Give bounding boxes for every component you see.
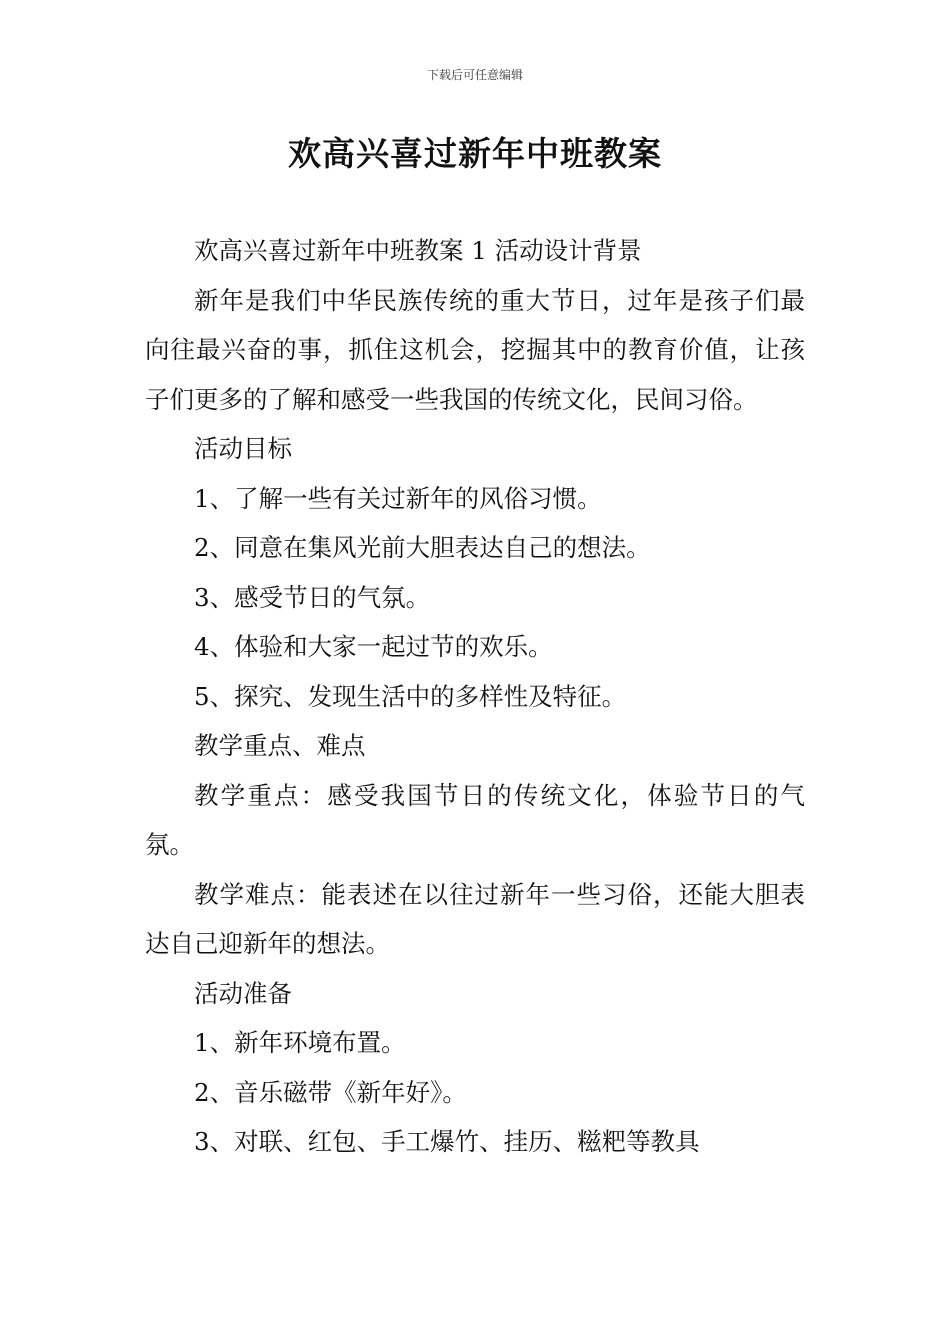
goal-item: 2、同意在集风光前大胆表达自己的想法。 (194, 533, 651, 562)
section-heading-preparation: 活动准备 (194, 978, 292, 1008)
preparation-item: 2、音乐磁带《新年好》。 (194, 1077, 467, 1107)
paragraph-heading: 欢高兴喜过新年中班教案 1 活动设计背景 (194, 236, 642, 265)
goal-item: 3、感受节日的气氛。 (194, 582, 431, 612)
paragraph-background: 新年是我们中华民族传统的重大节日，过年是孩子们最向往最兴奋的事，抓住这机会，挖掘其中的教育价值，让孩子们更多的了解和感受一些我国的传统文化，民间习俗。 (145, 285, 805, 414)
section-heading-key-points: 教学重点、难点 (194, 731, 366, 760)
key-point-paragraph: 教学重点：感受我国节日的传统文化，体验节日的气氛。 (145, 780, 805, 859)
preparation-item: 3、对联、红包、手工爆竹、挂历、糍粑等教具 (194, 1127, 700, 1156)
document-title: 欢高兴喜过新年中班教案 (288, 134, 662, 173)
preparation-item: 1、新年环境布置。 (194, 1028, 406, 1057)
difficulty-paragraph: 教学难点：能表述在以往过新年一些习俗，还能大胆表达自己迎新年的想法。 (145, 879, 805, 958)
document-body (145, 226, 805, 1167)
goal-item: 5、探究、发现生活中的多样性及特征。 (194, 681, 627, 711)
section-heading-goals: 活动目标 (194, 434, 292, 463)
goal-item: 1、了解一些有关过新年的风俗习惯。 (194, 483, 602, 513)
goal-item: 4、体验和大家一起过节的欢乐。 (194, 632, 553, 661)
header-note: 下载后可任意编辑 (426, 68, 523, 82)
